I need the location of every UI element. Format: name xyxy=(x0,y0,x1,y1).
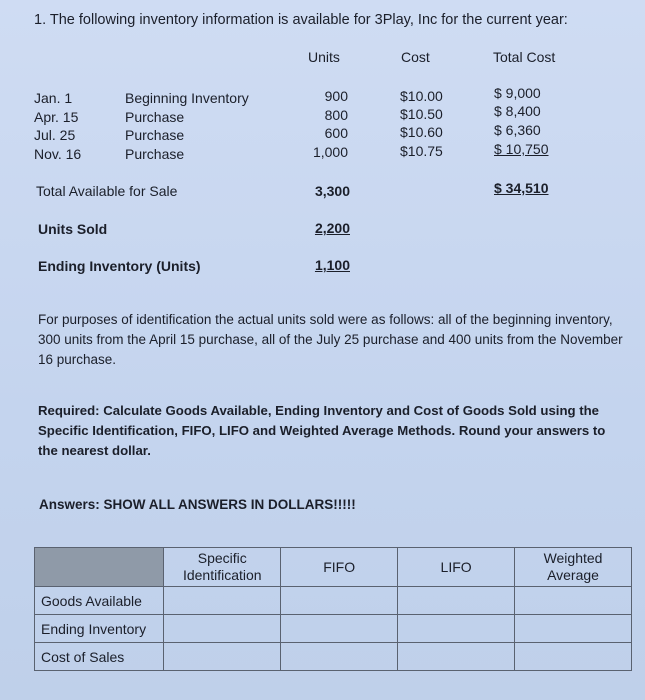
ending-inventory-value: 1,100 xyxy=(314,257,350,273)
column-lifo: LIFO xyxy=(398,548,515,587)
row-date: Nov. 16 xyxy=(34,146,82,162)
total-available-label: Total Available for Sale xyxy=(36,183,178,199)
row-description: Beginning Inventory xyxy=(125,90,249,106)
row-total: $ 10,750 xyxy=(494,141,549,157)
row-cost: $10.00 xyxy=(400,88,443,104)
total-available-units: 3,300 xyxy=(314,183,350,199)
answer-cell[interactable] xyxy=(515,615,632,643)
row-total: $ 8,400 xyxy=(494,103,541,119)
row-cost: $10.60 xyxy=(400,124,443,140)
units-sold-value: 2,200 xyxy=(314,220,350,236)
row-date: Apr. 15 xyxy=(34,109,79,125)
row-units: 1,000 xyxy=(312,144,348,160)
cost-header: Cost xyxy=(401,49,430,65)
row-description: Purchase xyxy=(125,109,185,125)
total-cost-header: Total Cost xyxy=(493,49,556,65)
answer-cell[interactable] xyxy=(281,587,398,615)
row-label-goods-available: Goods Available xyxy=(35,587,164,615)
answer-cell[interactable] xyxy=(164,587,281,615)
answer-cell[interactable] xyxy=(515,643,632,671)
column-specific-identification: Specific Identification xyxy=(164,548,281,587)
row-cost: $10.75 xyxy=(400,143,443,159)
column-weighted-average: Weighted Average xyxy=(515,548,632,587)
row-total: $ 6,360 xyxy=(494,122,541,138)
column-fifo: FIFO xyxy=(281,548,398,587)
row-units: 800 xyxy=(324,107,348,123)
required-paragraph: Required: Calculate Goods Available, Ending Inventory and Cost of Goods Sold using the Specific Identification, FIFO, LIFO and Weighted Average Methods. Round your answers to the nearest dollar. xyxy=(38,403,606,458)
answer-cell[interactable] xyxy=(164,615,281,643)
answer-cell[interactable] xyxy=(281,615,398,643)
row-label-cost-of-sales: Cost of Sales xyxy=(35,643,164,671)
row-date: Jan. 1 xyxy=(34,90,73,106)
shaded-corner-cell xyxy=(35,548,164,587)
row-total: $ 9,000 xyxy=(494,85,541,101)
row-cost: $10.50 xyxy=(400,106,443,122)
ending-inventory-label: Ending Inventory (Units) xyxy=(38,258,201,274)
answer-cell[interactable] xyxy=(398,615,515,643)
row-units: 900 xyxy=(324,88,348,104)
units-sold-label: Units Sold xyxy=(38,221,108,237)
row-units: 600 xyxy=(324,125,348,141)
row-label-ending-inventory: Ending Inventory xyxy=(35,615,164,643)
answer-cell[interactable] xyxy=(164,643,281,671)
answer-cell[interactable] xyxy=(398,587,515,615)
row-date: Jul. 25 xyxy=(34,127,76,143)
answers-label: Answers: SHOW ALL ANSWERS IN DOLLARS!!!!! xyxy=(39,497,356,512)
row-description: Purchase xyxy=(125,146,185,162)
answer-cell[interactable] xyxy=(398,643,515,671)
units-header: Units xyxy=(308,49,340,65)
answer-cell[interactable] xyxy=(281,643,398,671)
identification-paragraph: For purposes of identification the actual units sold were as follows: all of the beginning inventory, 300 units from the April 15 purchase, all of the July 25 purchase and 400 units from the November 16 purchase. xyxy=(38,312,623,367)
total-available-cost: $ 34,510 xyxy=(494,180,549,196)
answer-table xyxy=(34,547,632,671)
answer-cell[interactable] xyxy=(515,587,632,615)
question-text: 1. The following inventory information is available for 3Play, Inc for the current year: xyxy=(34,12,568,28)
row-description: Purchase xyxy=(125,127,185,143)
